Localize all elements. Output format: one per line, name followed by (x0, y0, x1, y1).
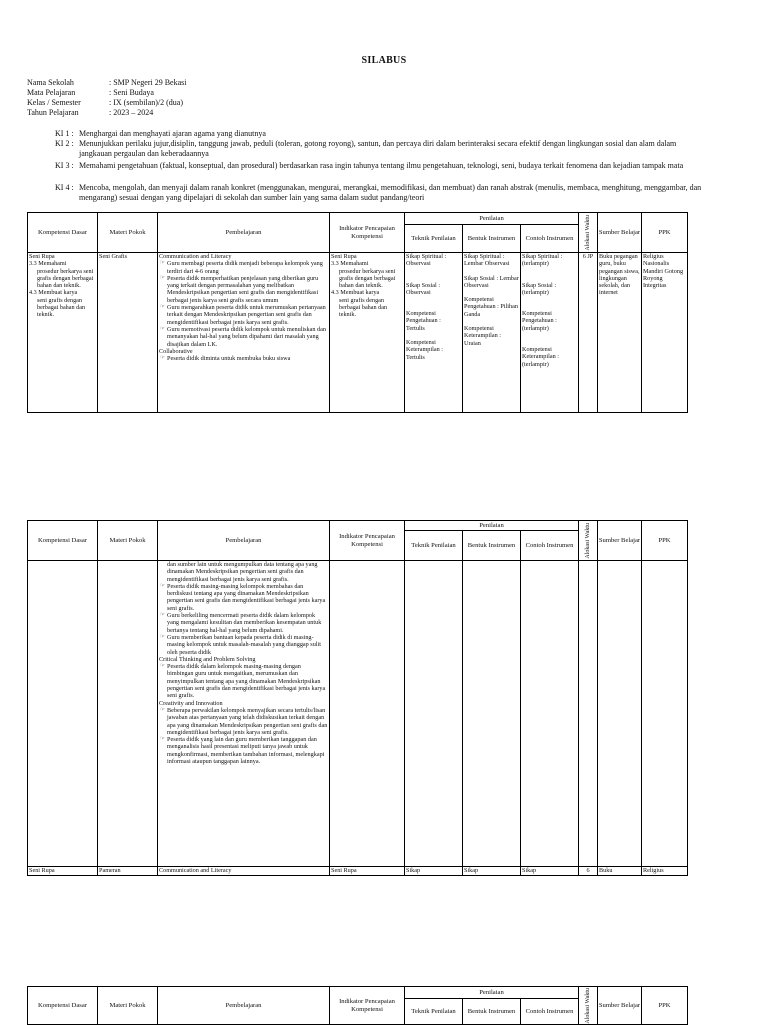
header-contoh-instrumen: Contoh Instrumen (521, 999, 579, 1025)
indikator-cell (330, 561, 405, 867)
pembelajaran-heading: Communication and Literacy (159, 253, 232, 260)
ppk-cell: Religius Nasionalis Mandiri Gotong Royong Integritas (642, 253, 688, 413)
pembelajaran-list (159, 260, 328, 348)
header-alokasi-waktu: Alokasi Waktu (584, 987, 591, 1024)
header-bentuk-instrumen: Bentuk Instrumen (463, 225, 521, 253)
info-label-tahun-pelajaran: Tahun Pelajaran (27, 108, 79, 117)
indikator-cell (330, 253, 405, 413)
header-kompetensi-dasar: Kompetensi Dasar (28, 213, 98, 253)
header-alokasi-waktu: Alokasi Waktu (584, 214, 591, 251)
materi-pokok-cell: Pameran (98, 867, 158, 876)
list-item: ☞ Peserta didik diminta untuk membuka buku siswa (167, 355, 328, 362)
header-indikator: Indikator Pencapaian Kompetensi (330, 213, 405, 253)
document-title: SILABUS (361, 55, 407, 66)
contoh-instrumen-cell: Sikap (521, 867, 579, 876)
list-item: ☞ Beberapa perwakilan kelompok menyajikan secara tertulis/lisan jawaban atas pertanyaan yang telah didiskusikan terkait dengan apa yang dinamakan Mendeskripsikan pengertian seni grafis dan mengidentifikasi berbagai jenis karya seni grafis. (167, 707, 328, 736)
header-penilaian: Penilaian (405, 521, 579, 531)
pembelajaran-cell (158, 561, 330, 867)
list-item: ☞ Guru membagi peserta didik menjadi beberapa kelompok yang terdiri dari 4-6 orang (167, 260, 328, 275)
teknik-keterampilan: Kompetensi Keterampilan : Tertulis (406, 339, 443, 361)
teknik-sosial: Sikap Sosial : Observasi (406, 281, 441, 296)
header-materi-pokok: Materi Pokok (98, 987, 158, 1025)
bentuk-pengetahuan: Kompetensi Pengetahuan : Pilihan Ganda (464, 296, 518, 318)
header-indikator: Indikator Pencapaian Kompetensi (330, 987, 405, 1025)
teknik-spiritual: Sikap Spiritual : Observasi (406, 253, 447, 268)
bentuk-instrumen-cell (463, 253, 521, 413)
ki-3-text: Memahami pengetahuan (faktual, konseptual, dan prosedural) berdasarkan rasa ingin tahunya tentang ilmu pengetahuan, teknologi, seni, budaya terkait fenomena dan kejadian tampak mata (79, 161, 684, 170)
contoh-keterampilan: Kompetensi Keterampilan : (terlampir) (522, 346, 559, 368)
bentuk-instrumen-cell (463, 561, 521, 867)
bentuk-sosial: Sikap Sosial : Lembar Observasi (464, 274, 519, 289)
header-penilaian: Penilaian (405, 987, 579, 999)
materi-pokok-cell (98, 561, 158, 867)
header-bentuk-instrumen: Bentuk Instrumen (463, 531, 521, 561)
indikator-title: Seni Rupa (331, 253, 357, 260)
header-sumber-belajar: Sumber Belajar (598, 987, 642, 1025)
info-value-tahun-pelajaran: : 2023 – 2024 (109, 108, 154, 117)
header-materi-pokok: Materi Pokok (98, 213, 158, 253)
header-contoh-instrumen: Contoh Instrumen (521, 225, 579, 253)
kd-cell (28, 561, 98, 867)
ki-3-label: KI 3 : (55, 161, 74, 170)
alokasi-waktu-cell (579, 561, 598, 867)
silabus-table-page-1 (27, 212, 688, 413)
indikator-4-3: 4.3 Membuat karya (331, 289, 380, 297)
info-value-kelas-semester: : IX (sembilan)/2 (dua) (109, 98, 183, 107)
silabus-table-page-3 (27, 986, 688, 1025)
header-ppk: PPK (642, 213, 688, 253)
teknik-penilaian-cell: Sikap (405, 867, 463, 876)
header-penilaian: Penilaian (405, 213, 579, 225)
contoh-spiritual: Sikap Spiritual : (terlampir) (522, 253, 563, 268)
bentuk-instrumen-cell: Sikap (463, 867, 521, 876)
bentuk-keterampilan: Kompetensi Keterampilan : Uraian (464, 325, 501, 347)
silabus-table-page-2 (27, 520, 688, 876)
header-teknik-penilaian: Teknik Penilaian (405, 999, 463, 1025)
indikator-3-3: 3.3 Memahami (331, 260, 369, 268)
indikator-3-3-body: prosedur berkarya seni grafis dengan berbagai bahan dan teknik. (339, 267, 396, 290)
pembelajaran-heading-creativity: Creativity and Innovation (159, 699, 223, 707)
contoh-sosial: Sikap Sosial : (terlampir) (522, 281, 557, 296)
header-teknik-penilaian: Teknik Penilaian (405, 531, 463, 561)
alokasi-waktu-cell: 6 (579, 867, 598, 876)
kd-3-3: 3.3 Memahami (29, 260, 67, 268)
list-item: ☞ Guru mengarahkan peserta didik untuk merumuskan pertanyaan terkait dengan Mendeskripsikan pengertian seni grafis dan mengidentifikasi berbagai jenis karya seni grafis. (167, 304, 328, 326)
list-item: ☞ Guru memberikan bantuan kepada peserta didik di masing-masing kelompok untuk masalah-masalah yang dianggap sulit oleh peserta didik (167, 634, 328, 656)
header-indikator: Indikator Pencapaian Kompetensi (330, 521, 405, 561)
info-label-mata-pelajaran: Mata Pelajaran (27, 88, 76, 97)
ki-1-label: KI 1 : (55, 129, 74, 138)
contoh-instrumen-cell (521, 253, 579, 413)
kd-cell: Seni Rupa (28, 867, 98, 876)
header-pembelajaran: Pembelajaran (158, 213, 330, 253)
kd-4-3: 4.3 Membuat karya (29, 289, 78, 297)
kd-3-3-body: prosedur berkarya seni grafis dengan berbagai bahan dan teknik. (37, 267, 94, 290)
info-label-nama-sekolah: Nama Sekolah (27, 78, 74, 87)
ppk-cell (642, 561, 688, 867)
ki-1-text: Menghargai dan menghayati ajaran agama yang dianutnya (79, 129, 266, 138)
header-sumber-belajar: Sumber Belajar (598, 213, 642, 253)
kd-4-3-body: seni grafis dengan berbagai bahan dan teknik. (37, 296, 86, 319)
pembelajaran-list (159, 583, 328, 656)
header-alokasi-waktu: Alokasi Waktu (584, 522, 591, 559)
contoh-pengetahuan: Kompetensi Pengetahuan : (terlampir) (522, 310, 557, 332)
pembelajaran-list-creativity (159, 707, 328, 765)
info-label-kelas-semester: Kelas / Semester (27, 98, 81, 107)
teknik-penilaian-cell (405, 561, 463, 867)
header-pembelajaran: Pembelajaran (158, 521, 330, 561)
header-kompetensi-dasar: Kompetensi Dasar (28, 987, 98, 1025)
pembelajaran-list-critical-thinking (159, 663, 328, 699)
header-alokasi-cell (579, 213, 598, 253)
sumber-belajar-cell: Buku (598, 867, 642, 876)
bentuk-spiritual: Sikap Spiritual : Lembar Observasi (464, 253, 510, 268)
header-pembelajaran: Pembelajaran (158, 987, 330, 1025)
sumber-belajar-cell (598, 561, 642, 867)
pembelajaran-continued: dan sumber lain untuk mengumpulkan data tentang apa yang dinamakan Mendeskripsikan pengertian seni grafis dan mengidentifikasi berbagai jenis karya seni grafis. (167, 561, 318, 583)
teknik-penilaian-cell (405, 253, 463, 413)
list-item: ☞ Peserta didik yang lain dan guru memberikan tanggapan dan menganalisis hasil presentasi meliputi tanya jawab untuk mengkonfirmasi, memberikan tambahan informasi, melengkapi informasi ataupun tanggapan lainnya. (167, 736, 328, 765)
list-item: ☞ Guru memotivasi peserta didik kelompok untuk menuliskan dan menanyakan hal-hal yang belum dipahami dari masalah yang disajikan dalam LK. (167, 326, 328, 348)
ki-4-text: Mencoba, mengolah, dan menyaji dalam ranah konkret (menggunakan, mengurai, merangkai, memodifikasi, dan membuat) dan ranah abstrak (menulis, membaca, menghitung, menggambar, dan mengarang) sesuai dengan yang dipelajari di sekolah dan sumber lain yang sama dalam sudut pandang/teori (79, 183, 702, 202)
ki-2-label: KI 2 : (55, 139, 74, 148)
header-bentuk-instrumen: Bentuk Instrumen (463, 999, 521, 1025)
header-alokasi-cell (579, 987, 598, 1025)
list-item: ☞ Peserta didik memperhatikan penjelasan yang diberikan guru yang terkait dengan permasalahan yang melibatkan Mendeskripsikan pengertian seni grafis dan mengidentifikasi berbagai jenis karya seni grafis secara umum (167, 275, 328, 304)
pembelajaran-cell: Communication and Literacy (158, 867, 330, 876)
header-contoh-instrumen: Contoh Instrumen (521, 531, 579, 561)
ppk-cell: Religius (642, 867, 688, 876)
indikator-4-3-body: seni grafis dengan berbagai bahan dan teknik. (339, 296, 388, 319)
pembelajaran-list-collaborative (159, 355, 328, 362)
header-kompetensi-dasar: Kompetensi Dasar (28, 521, 98, 561)
materi-pokok-cell: Seni Grafis (98, 253, 158, 413)
header-materi-pokok: Materi Pokok (98, 521, 158, 561)
contoh-instrumen-cell (521, 561, 579, 867)
list-item: ☞ Peserta didik dalam kelompok masing-masing dengan bimbingan guru untuk mengaitkan, merumuskan dan menyimpulkan tentang apa yang dinamakan Mendeskripsikan pengertian seni grafis dan mengidentifikasi berbagai jenis karya seni grafis. (167, 663, 328, 699)
kd-cell (28, 253, 98, 413)
pembelajaran-cell (158, 253, 330, 413)
list-item: ☞ Guru berkeliling mencermati peserta didik dalam kelompok yang mengalami kesulitan dan memberikan kesempatan untuk bertanya tentang hal-hal yang belum dipahami. (167, 612, 328, 634)
info-value-mata-pelajaran: : Seni Budaya (109, 88, 154, 97)
header-sumber-belajar: Sumber Belajar (598, 521, 642, 561)
info-value-nama-sekolah: : SMP Negeri 29 Bekasi (109, 78, 187, 87)
indikator-cell: Seni Rupa (330, 867, 405, 876)
ki-2-text: Menunjukkan perilaku jujur,disiplin, tanggung jawab, peduli (toleran, gotong royong), santun, dan percaya diri dalam berinteraksi secara efektif dengan lingkungan sosial dan alam dalam jangkauan pergaulan dan keberadaannya (79, 139, 677, 158)
ki-4-label: KI 4 : (55, 183, 74, 192)
kd-title: Seni Rupa (29, 253, 55, 260)
header-alokasi-cell (579, 521, 598, 561)
sumber-belajar-cell: Buku pegangan guru, buku pegangan siswa, lingkungan sekolah, dan internet (598, 253, 642, 413)
alokasi-waktu-cell: 6 JP (579, 253, 598, 413)
teknik-pengetahuan: Kompetensi Pengetahuan : Tertulis (406, 310, 441, 332)
header-teknik-penilaian: Teknik Penilaian (405, 225, 463, 253)
header-ppk: PPK (642, 521, 688, 561)
list-item: ☞ Peserta didik masing-masing kelompok membahas dan berdiskusi tentang apa yang dinamakan Mendeskripsikan pengertian seni grafis dan mengidentifikasi berbagai jenis karya seni grafis. (167, 583, 328, 612)
pembelajaran-heading-critical-thinking: Critical Thinking and Problem Solving (159, 655, 256, 663)
pembelajaran-heading-collaborative: Collaborative (159, 347, 193, 355)
header-ppk: PPK (642, 987, 688, 1025)
